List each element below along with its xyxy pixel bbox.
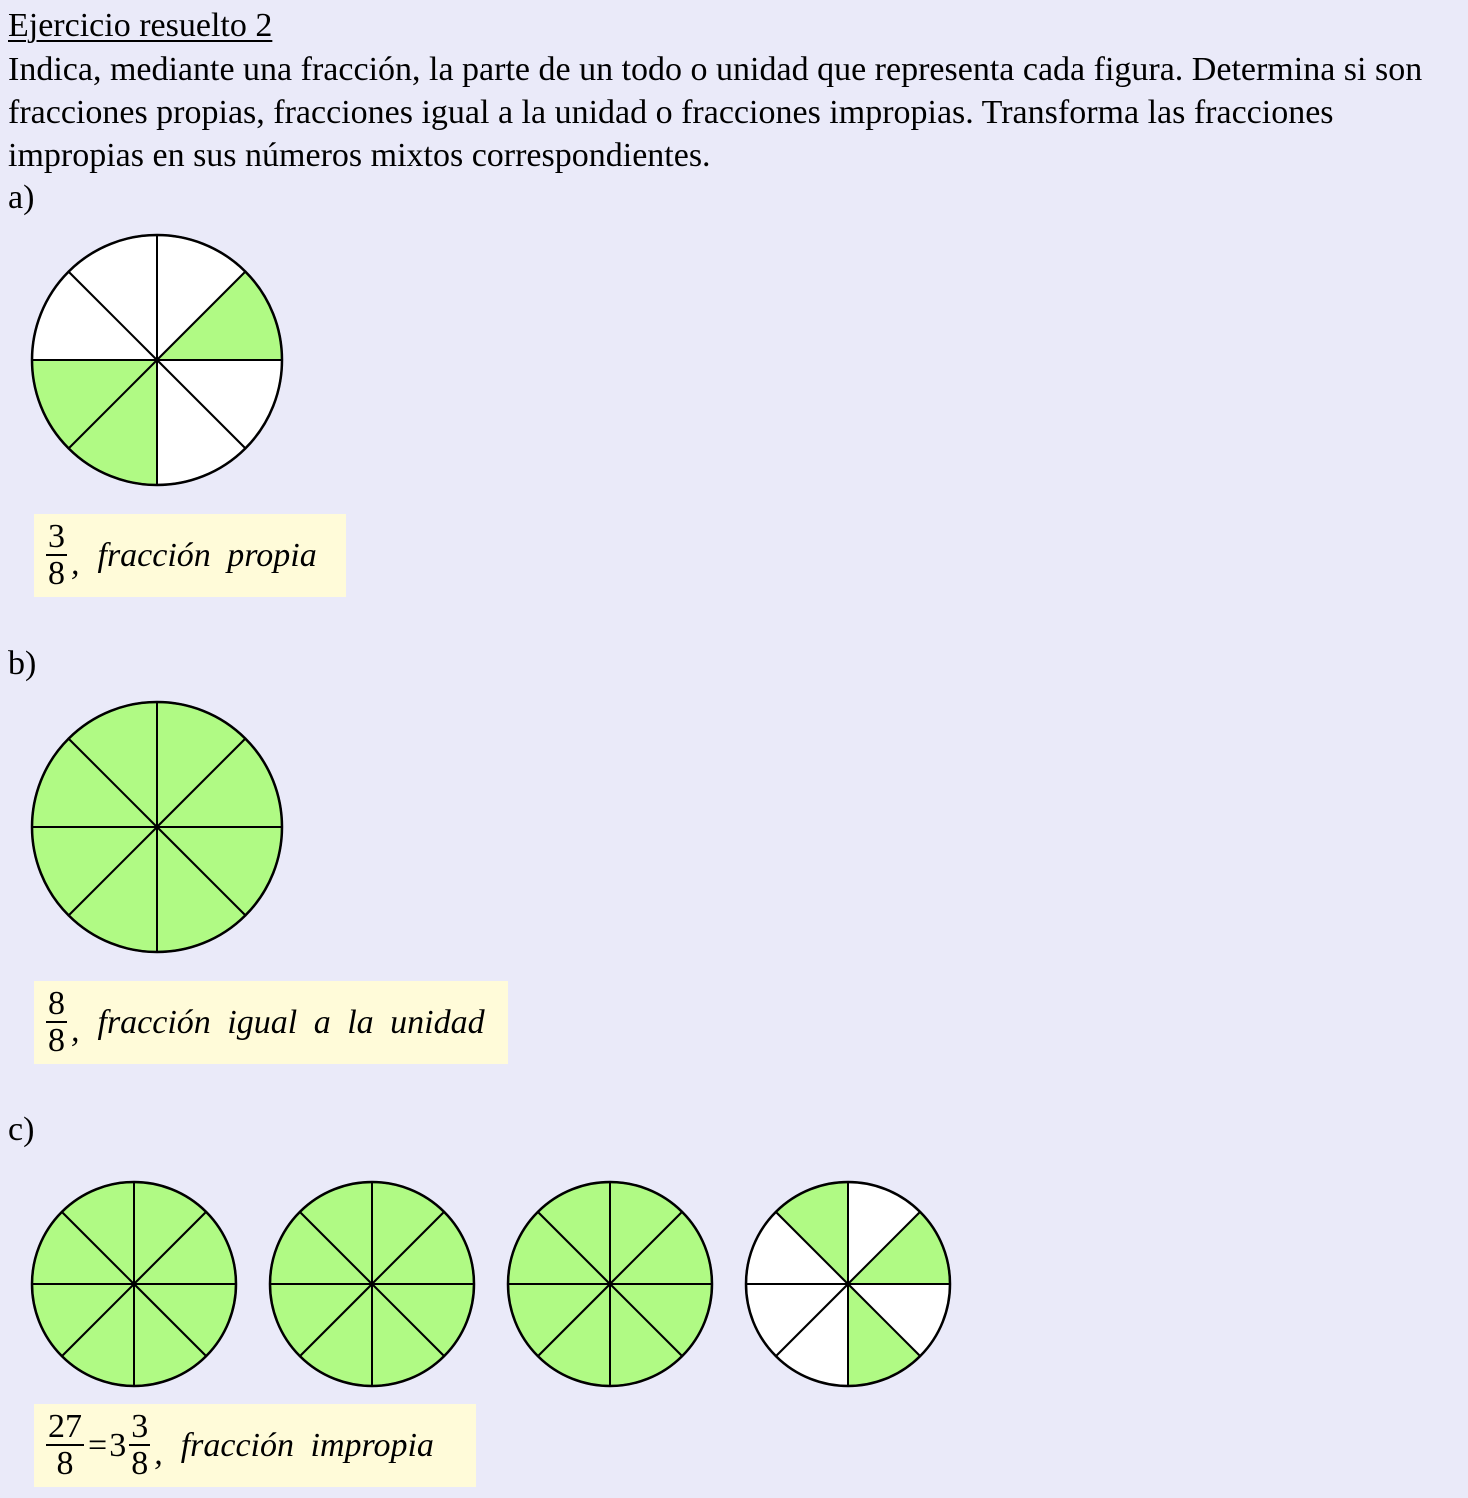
part-b-denominator: 8: [48, 1021, 65, 1059]
part-c-numerator: 27: [48, 1407, 82, 1445]
part-c-fraction: [46, 1407, 84, 1482]
part-c-description: fracción impropia: [180, 1426, 434, 1464]
part-a-pie: [30, 233, 284, 487]
part-b-answer: [34, 981, 508, 1064]
part-c-whole: 3: [109, 1426, 127, 1464]
part-c-denominator: 8: [56, 1444, 74, 1482]
part-a-denominator: 8: [48, 554, 65, 592]
part-c-mixed-numerator: 3: [131, 1407, 149, 1445]
part-a-fraction: [46, 517, 67, 592]
exercise-title: Ejercicio resuelto 2: [8, 7, 273, 44]
exercise-instructions: Indica, mediante una fracción, la parte de un todo o unidad que representa cada figura. Determina si son fracciones propias, fracciones igual a la unidad o fracciones impropias. Transforma las fracciones impropias en sus números mixtos correspondientes.: [8, 51, 1423, 174]
part-a-comma: ,: [71, 544, 80, 582]
part-a-label: a): [8, 179, 35, 216]
part-c-pie-3: [506, 1180, 714, 1388]
part-c-answer: [34, 1404, 476, 1487]
part-b-comma: ,: [71, 1011, 80, 1049]
part-b-pie: [30, 700, 284, 954]
part-b-fraction: [46, 984, 67, 1059]
part-c-label: c): [8, 1111, 35, 1148]
part-b-numerator: 8: [48, 984, 65, 1022]
part-c-pie-1: [30, 1180, 238, 1388]
part-c-mixed-fraction: [129, 1407, 150, 1482]
part-c-equals: =: [88, 1426, 108, 1464]
part-a-description: fracción propia: [97, 536, 317, 574]
part-a-numerator: 3: [48, 517, 65, 555]
part-a-answer: [34, 514, 346, 597]
part-c-mixed-denominator: 8: [131, 1444, 149, 1482]
part-c-pie-4: [744, 1180, 952, 1388]
part-b-label: b): [8, 645, 37, 682]
part-c-pie-2: [268, 1180, 476, 1388]
part-b-description: fracción igual a la unidad: [97, 1003, 485, 1041]
part-c-comma: ,: [154, 1434, 163, 1472]
